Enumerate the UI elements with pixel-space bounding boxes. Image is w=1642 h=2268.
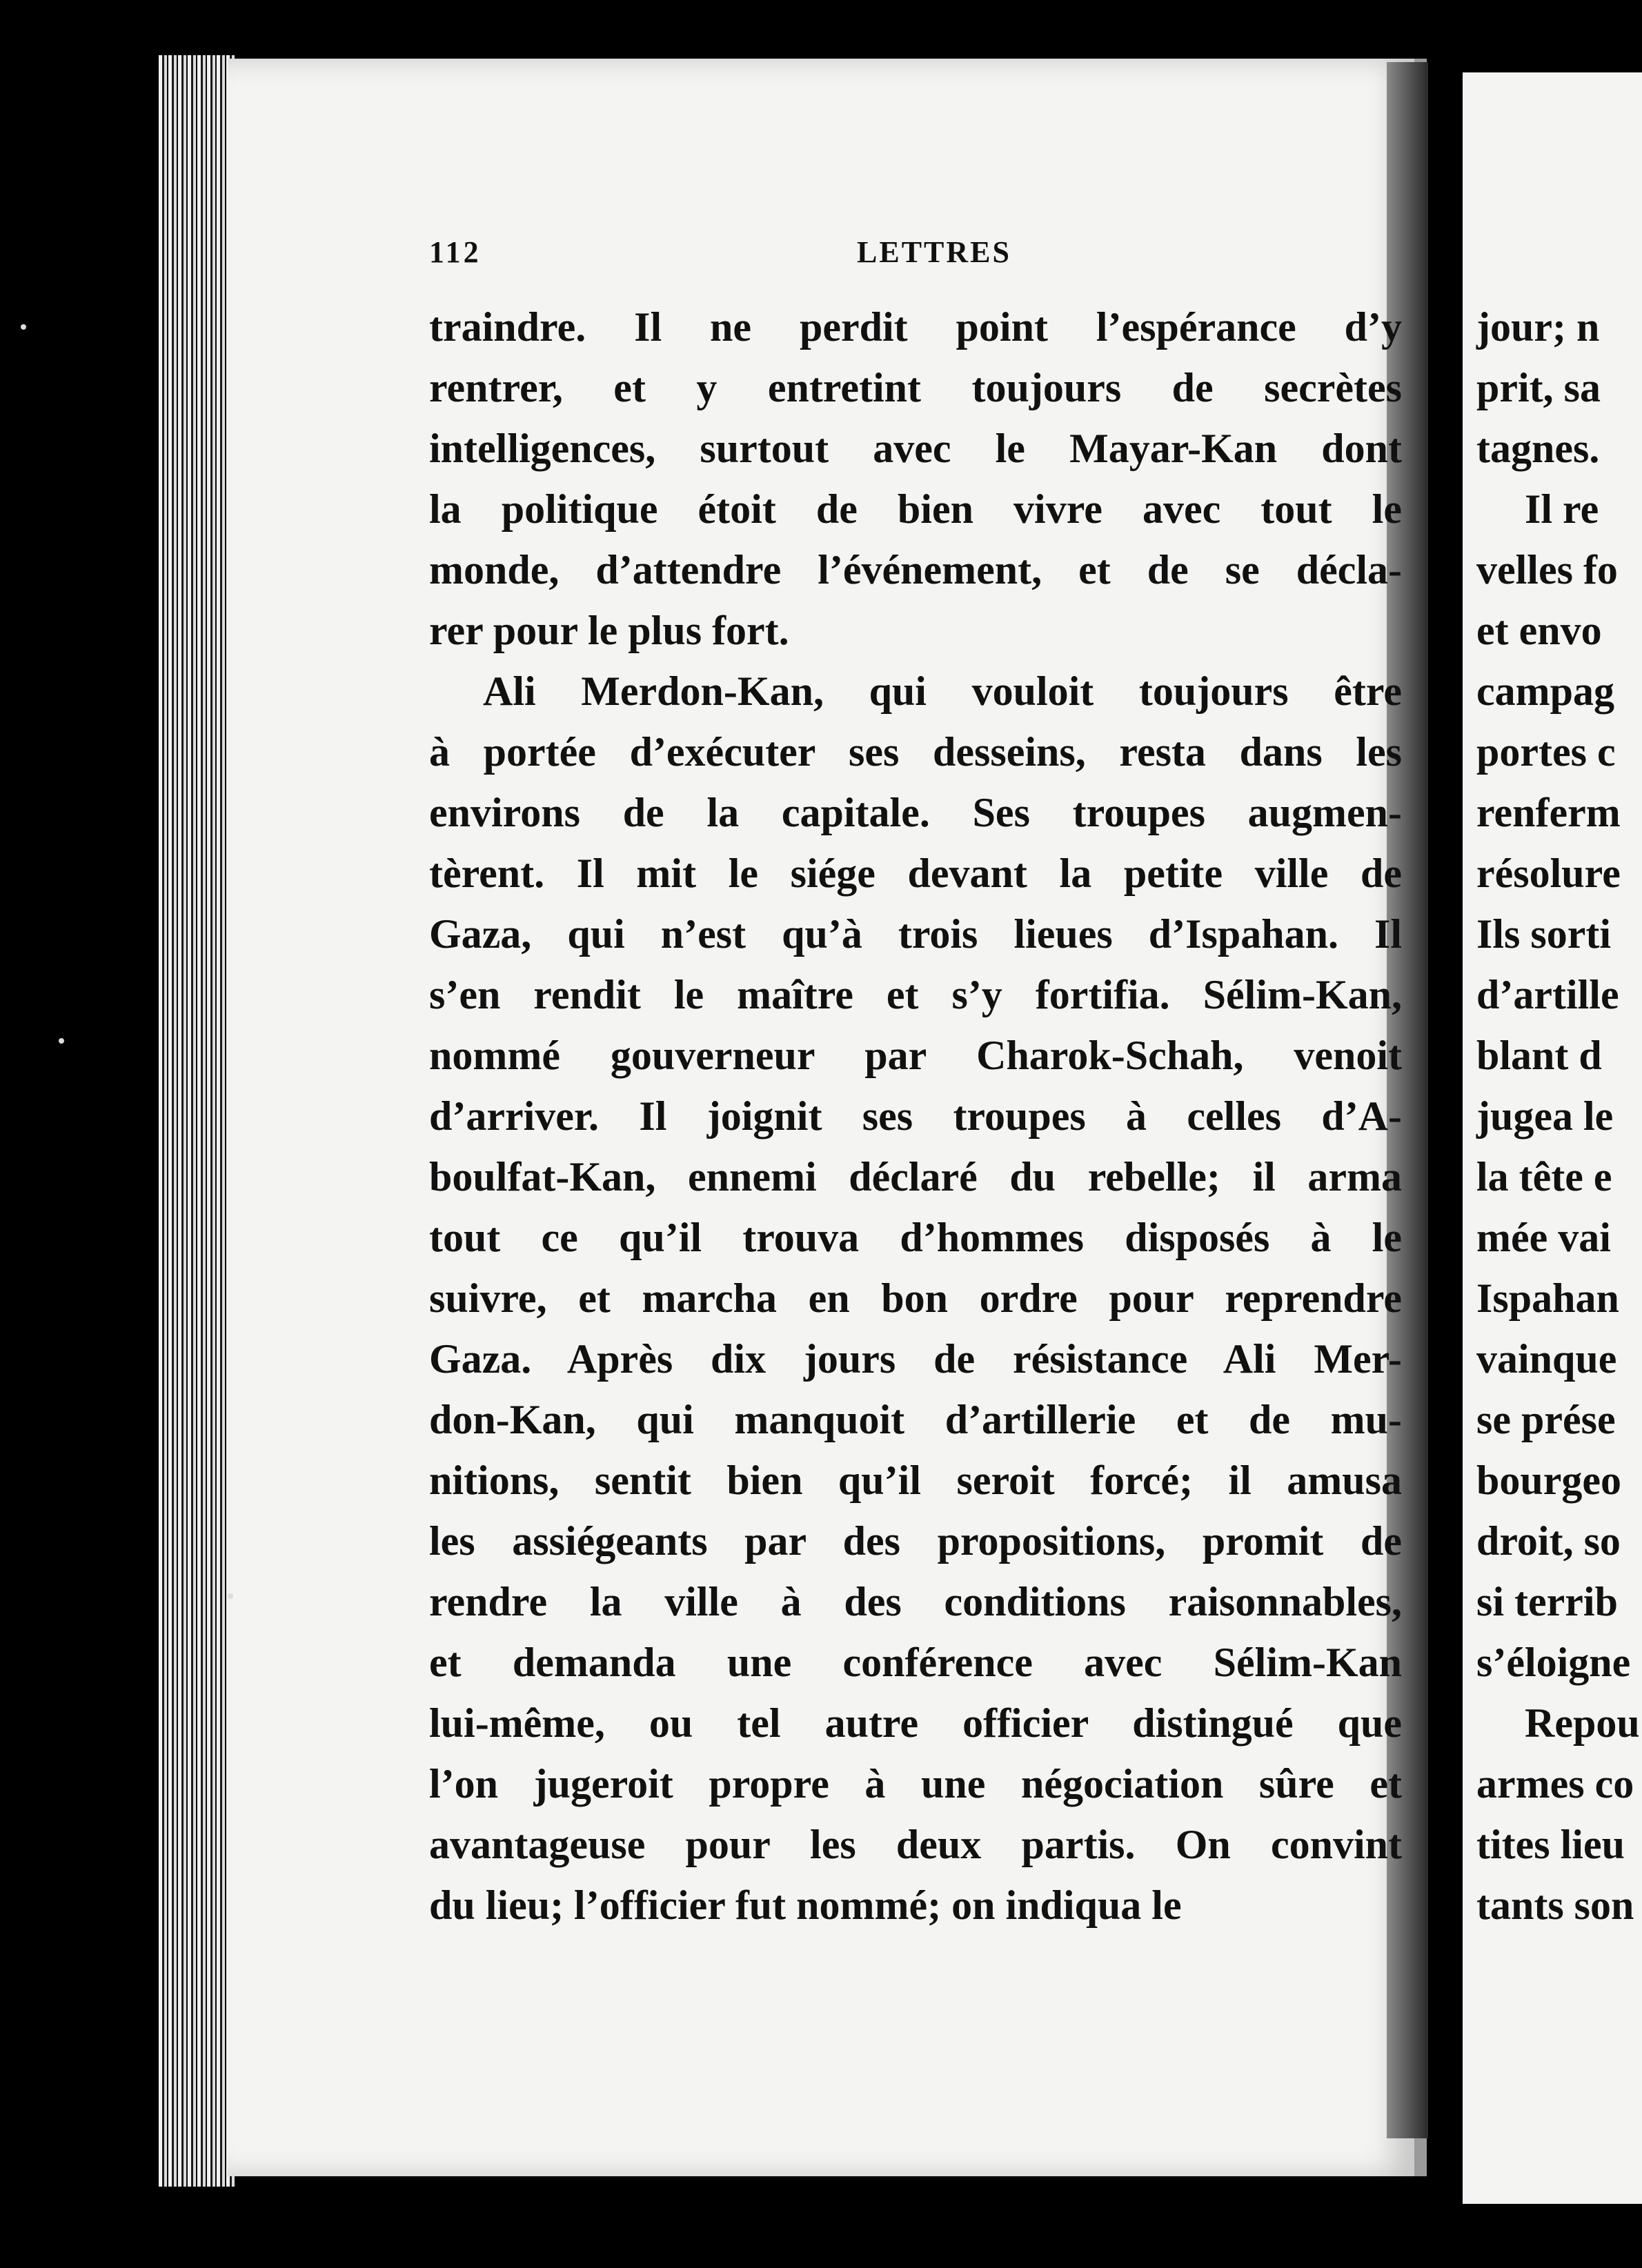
page-edges xyxy=(159,55,235,2187)
right-text-line: jour; n xyxy=(1476,304,1600,350)
text-line: Gaza, qui n’est qu’à trois lieues d’Ispahan. Il xyxy=(429,911,1402,957)
right-text-line: velles fo xyxy=(1476,547,1618,593)
text-line: la politique étoit de bien vivre avec tout le xyxy=(429,486,1402,532)
right-page-text xyxy=(1476,297,1640,1936)
text-line: tout ce qu’il trouva d’hommes disposés à le xyxy=(429,1215,1402,1260)
right-text-line: renferm xyxy=(1476,790,1621,835)
scan-speck xyxy=(59,1038,64,1044)
text-line: et demanda une conférence avec Sélim-Kan xyxy=(429,1640,1402,1685)
text-line: avantageuse pour les deux partis. On convint xyxy=(429,1822,1402,1867)
right-text-line: Il re xyxy=(1525,486,1599,532)
text-line: l’on jugeroit propre à une négociation sûre et xyxy=(429,1761,1402,1807)
text-line: s’en rendit le maître et s’y fortifia. Sélim-Kan, xyxy=(429,972,1402,1017)
text-line: suivre, et marcha en bon ordre pour reprendre xyxy=(429,1275,1402,1321)
right-text-line: portes c xyxy=(1476,729,1616,775)
text-line: monde, d’attendre l’événement, et de se décla- xyxy=(429,547,1402,593)
right-text-line: tants son xyxy=(1476,1882,1634,1928)
page-number: 112 xyxy=(429,235,482,269)
text-line: à portée d’exécuter ses desseins, resta dans les xyxy=(429,729,1402,775)
text-line: traindre. Il ne perdit point l’espérance d’y xyxy=(429,304,1402,350)
text-line: tèrent. Il mit le siége devant la petite ville de xyxy=(429,850,1402,896)
text-line: rer pour le plus fort. xyxy=(429,608,789,653)
right-text-line: d’artille xyxy=(1476,972,1619,1017)
right-text-line: vainque xyxy=(1476,1336,1617,1382)
right-text-line: tites lieu xyxy=(1476,1822,1625,1867)
right-text-line: mée vai xyxy=(1476,1215,1611,1260)
running-head: LETTRES xyxy=(857,235,1011,269)
right-text-line: se prése xyxy=(1476,1397,1616,1442)
right-text-line: tagnes. xyxy=(1476,426,1600,471)
right-text-line: armes co xyxy=(1476,1761,1634,1807)
right-text-line: droit, so xyxy=(1476,1518,1621,1564)
right-text-line: prit, sa xyxy=(1476,365,1601,410)
right-text-line: jugea le xyxy=(1476,1093,1614,1139)
right-text-line: bourgeo xyxy=(1476,1458,1621,1503)
scan-speck xyxy=(21,324,26,330)
text-line: nitions, sentit bien qu’il seroit forcé; il amusa xyxy=(429,1458,1402,1503)
text-line: rentrer, et y entretint toujours de secrètes xyxy=(429,365,1402,410)
text-line: Gaza. Après dix jours de résistance Ali Mer- xyxy=(429,1336,1402,1382)
left-page-text xyxy=(429,297,1402,1936)
text-line: don-Kan, qui manquoit d’artillerie et de mu- xyxy=(429,1397,1402,1442)
page-header xyxy=(429,235,1395,276)
right-text-line: résolure xyxy=(1476,850,1621,896)
right-text-line: et envo xyxy=(1476,608,1602,653)
text-line: environs de la capitale. Ses troupes augmen- xyxy=(429,790,1402,835)
text-line: lui-même, ou tel autre officier distingué que xyxy=(429,1700,1402,1746)
right-text-line: Ils sorti xyxy=(1476,911,1611,957)
text-line: Ali Merdon-Kan, qui vouloit toujours être xyxy=(483,668,1402,714)
right-text-line: la tête e xyxy=(1476,1154,1612,1200)
text-line: rendre la ville à des conditions raisonnables, xyxy=(429,1579,1402,1624)
text-line: intelligences, surtout avec le Mayar-Kan dont xyxy=(429,426,1402,471)
text-line: nommé gouverneur par Charok-Schah, venoit xyxy=(429,1033,1402,1078)
text-line: boulfat-Kan, ennemi déclaré du rebelle; il arma xyxy=(429,1154,1402,1200)
text-line: les assiégeants par des propositions, promit de xyxy=(429,1518,1402,1564)
right-text-line: campag xyxy=(1476,668,1614,714)
right-text-line: si terrib xyxy=(1476,1579,1618,1624)
right-text-line: blant d xyxy=(1476,1033,1602,1078)
right-text-line: Ispahan xyxy=(1476,1275,1619,1321)
scan-speck xyxy=(228,1593,233,1599)
text-line: du lieu; l’officier fut nommé; on indiqua le xyxy=(429,1882,1182,1928)
right-text-line: Repou xyxy=(1525,1700,1640,1746)
text-line: d’arriver. Il joignit ses troupes à celles d’A- xyxy=(429,1093,1402,1139)
right-text-line: s’éloigne xyxy=(1476,1640,1631,1685)
